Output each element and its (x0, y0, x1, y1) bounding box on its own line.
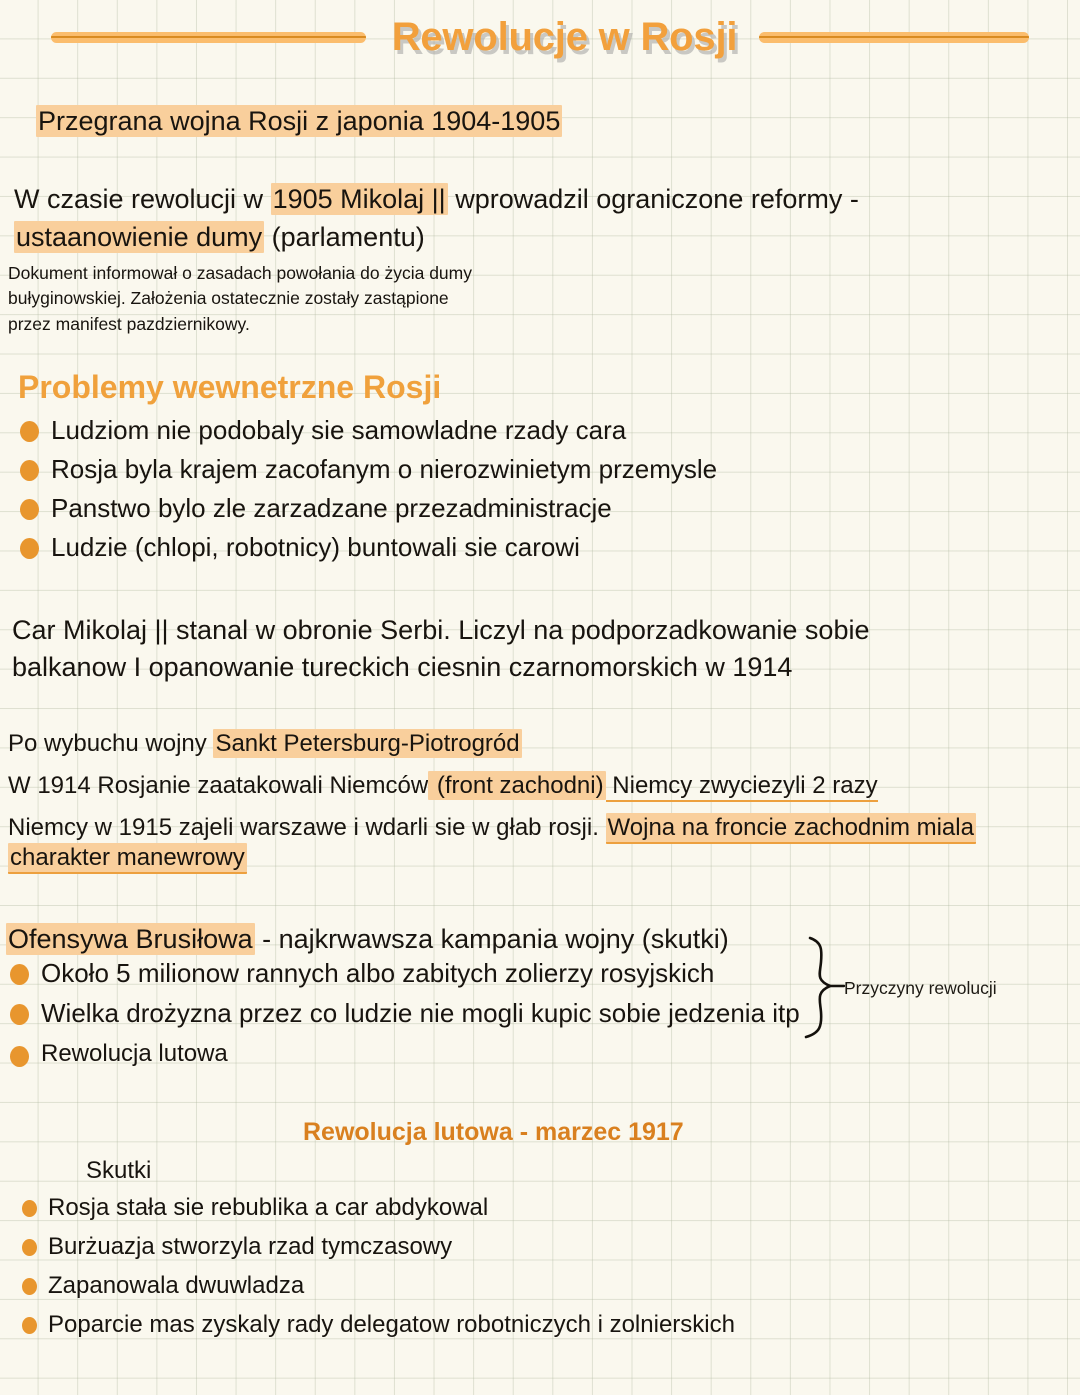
list-item-label: Ludziom nie podobaly sie samowladne rzady cara (51, 415, 627, 445)
bullet-dot-icon (22, 1317, 37, 1334)
brusilov-title (6, 922, 729, 958)
bullet-dot-icon (22, 1200, 37, 1217)
title-rule-right (759, 32, 1029, 43)
serbia-line-1: Car Mikolaj || stanal w obronie Serbi. Liczyl na podporzadkowanie sobie (12, 615, 870, 645)
bullet-dot-icon (22, 1239, 37, 1256)
war-line-1 (8, 728, 522, 760)
bullet-dot-icon (10, 964, 29, 985)
war-line-2 (8, 770, 878, 802)
list-item (10, 1040, 228, 1069)
war-line-1-prefix: Po wybuchu wojny (8, 730, 214, 757)
section-heading-problems: Problemy wewnetrzne Rosji (18, 369, 442, 405)
list-item-label: Burżuazja stworzyla rzad tymczasowy (48, 1233, 453, 1260)
intro-line-2 (14, 182, 859, 218)
title-rule-left (51, 32, 366, 43)
intro-line-3-suffix: (parlamentu) (264, 222, 425, 252)
list-item-label: Około 5 milionow rannych albo zabitych zolierzy rosyjskich (41, 958, 715, 988)
list-item (20, 493, 612, 524)
list-item (22, 1194, 488, 1223)
list-item (20, 532, 580, 563)
causes-brace-group (782, 936, 1042, 1046)
intro-line-3 (14, 220, 425, 256)
bullet-dot-icon (20, 421, 39, 442)
list-item-label: Wielka drożyzna przez co ludzie nie mogli kupic sobie jedzenia itp (41, 998, 800, 1028)
causes-brace-label: Przyczyny rewolucji (844, 978, 997, 998)
list-item (10, 958, 714, 989)
list-item (10, 998, 800, 1029)
list-item-label: Poparcie mas zyskaly rady delegatow robotniczych i zolnierskich (48, 1311, 735, 1338)
intro-line-3-highlight: ustaanowienie dumy (16, 222, 263, 252)
list-item (22, 1311, 735, 1340)
page-title-band (0, 8, 1080, 66)
list-item (20, 454, 717, 485)
list-item-label: Rewolucja lutowa (41, 1040, 228, 1067)
list-item-label: Zapanowala dwuwladza (48, 1272, 305, 1299)
section-heading-february: Rewolucja lutowa - marzec 1917 (303, 1118, 684, 1146)
war-line-2-underlined: Niemcy zwyciezyli 2 razy (606, 772, 878, 802)
intro-line-2-suffix: wprowadzil ograniczone reformy - (447, 184, 859, 214)
brusilov-title-rest: - najkrwawsza kampania wojny (skutki) (254, 924, 729, 954)
bullet-dot-icon (10, 1046, 29, 1067)
list-item (22, 1272, 304, 1301)
war-line-1-highlight: Sankt Petersburg-Piotrogród (215, 730, 520, 757)
bullet-dot-icon (22, 1278, 37, 1295)
list-item-label: Rosja stała sie rebublika a car abdykowal (48, 1194, 489, 1221)
duma-note-line-2: bułyginowskiej. Założenia ostatecznie zostały zastąpione (8, 288, 449, 309)
duma-note-line-3: przez manifest pazdziernikowy. (8, 313, 250, 334)
war-line-2-highlight: (front zachodni) (430, 772, 604, 799)
serbia-line-2: balkanow I opanowanie tureckich ciesnin czarnomorskich w 1914 (12, 652, 793, 682)
duma-note-line-1: Dokument informował o zasadach powołania do życia dumy (8, 263, 472, 283)
brusilov-title-highlight: Ofensywa Brusiłowa (8, 924, 253, 954)
duma-note (8, 261, 648, 337)
war-line-3-highlight: Wojna na froncie zachodnim miala (606, 813, 976, 844)
war-line-4-highlight: charakter manewrowy (8, 843, 247, 874)
bullet-dot-icon (20, 460, 39, 481)
february-subheading: Skutki (86, 1157, 152, 1184)
war-line-3-prefix: Niemcy w 1915 zajeli warszawe i wdarli sie w głab rosji. (8, 814, 606, 841)
bullet-dot-icon (10, 1004, 29, 1025)
bullet-dot-icon (20, 538, 39, 559)
intro-line-2-prefix: W czasie rewolucji w (14, 184, 271, 214)
list-item-label: Ludzie (chlopi, robotnicy) buntowali sie carowi (51, 532, 580, 562)
list-item (22, 1233, 452, 1262)
war-line-4 (8, 842, 247, 874)
war-line-2-prefix: W 1914 Rosjanie zaatakowali Niemców (8, 772, 429, 799)
list-item-label: Panstwo bylo zle zarzadzane przezadministracje (51, 493, 612, 523)
list-item-label: Rosja byla krajem zacofanym o nierozwinietym przemysle (51, 454, 718, 484)
intro-line-2-highlight: 1905 Mikolaj || (272, 184, 446, 214)
intro-line-1 (36, 104, 562, 140)
list-item (20, 415, 626, 446)
page-title: Rewolucje w Rosji (391, 14, 738, 59)
war-line-3 (8, 812, 976, 844)
bullet-dot-icon (20, 499, 39, 520)
intro-line-1-highlight: Przegrana wojna Rosji z japonia 1904-1905 (38, 106, 561, 136)
